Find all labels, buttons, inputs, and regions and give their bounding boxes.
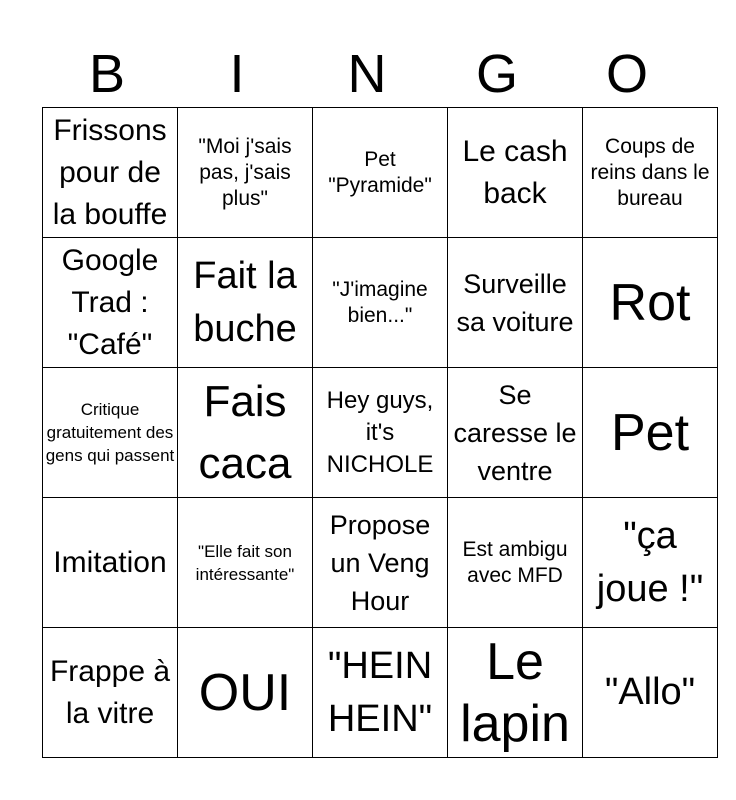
cell-text: Fait la buche xyxy=(193,254,297,350)
cell-text: Fais caca xyxy=(198,376,292,488)
bingo-cell[interactable] xyxy=(178,628,313,758)
cell-text: Hey guys, it's NICHOLE xyxy=(326,386,434,478)
bingo-row xyxy=(43,368,718,498)
bingo-cell[interactable] xyxy=(583,628,718,758)
cell-text: Le cash back xyxy=(462,134,568,210)
bingo-header xyxy=(42,42,693,106)
bingo-cell[interactable] xyxy=(448,368,583,498)
bingo-cell[interactable] xyxy=(448,238,583,368)
bingo-cell[interactable] xyxy=(583,238,718,368)
cell-text: Est ambigu avec MFD xyxy=(462,537,568,587)
header-letter-n: N xyxy=(347,44,387,104)
bingo-cell[interactable] xyxy=(448,108,583,238)
cell-text: "Elle fait son intéressante" xyxy=(195,541,295,584)
cell-text: Le lapin xyxy=(460,632,570,753)
cell-text: Pet xyxy=(610,403,690,462)
cell-text: Coups de reins dans le bureau xyxy=(590,134,710,210)
bingo-row xyxy=(43,628,718,758)
bingo-cell[interactable] xyxy=(313,108,448,238)
bingo-cell[interactable] xyxy=(583,368,718,498)
cell-text: Surveille sa voiture xyxy=(456,268,574,337)
cell-text: Se caresse le ventre xyxy=(453,379,577,486)
bingo-cell[interactable] xyxy=(178,108,313,238)
cell-text: Pet "Pyramide" xyxy=(328,147,432,197)
bingo-cell[interactable] xyxy=(43,368,178,498)
bingo-cell[interactable] xyxy=(448,498,583,628)
cell-text: Google Trad : "Café" xyxy=(61,243,159,361)
cell-text: OUI xyxy=(198,663,292,722)
cell-text: "Moi j'sais pas, j'sais plus" xyxy=(198,134,292,210)
bingo-cell[interactable] xyxy=(313,238,448,368)
bingo-cell[interactable] xyxy=(43,238,178,368)
bingo-card xyxy=(42,107,718,758)
header-letter-g: G xyxy=(475,44,518,104)
bingo-cell[interactable] xyxy=(313,368,448,498)
bingo-cell[interactable] xyxy=(178,238,313,368)
cell-text: Critique gratuitement des gens qui passent xyxy=(45,400,175,465)
cell-text: "HEIN HEIN" xyxy=(327,644,433,740)
bingo-cell[interactable] xyxy=(583,498,718,628)
cell-text: Propose un Veng Hour xyxy=(329,509,431,616)
bingo-cell[interactable] xyxy=(43,628,178,758)
bingo-cell[interactable] xyxy=(448,628,583,758)
cell-text: "ça joue !" xyxy=(596,514,704,610)
bingo-cell[interactable] xyxy=(178,498,313,628)
cell-text: "J'imagine bien..." xyxy=(332,277,428,327)
cell-text: Frissons pour de la bouffe xyxy=(52,113,168,231)
bingo-cell[interactable] xyxy=(43,498,178,628)
bingo-row xyxy=(43,108,718,238)
header-letter-i: I xyxy=(229,44,245,104)
header-letter-o: O xyxy=(605,44,648,104)
bingo-cell[interactable] xyxy=(583,108,718,238)
bingo-cell[interactable] xyxy=(313,498,448,628)
cell-text: Rot xyxy=(609,273,691,332)
header-letter-b: B xyxy=(88,44,126,104)
cell-text: Frappe à la vitre xyxy=(49,654,171,730)
bingo-cell[interactable] xyxy=(313,628,448,758)
bingo-cell[interactable] xyxy=(43,108,178,238)
bingo-cell[interactable] xyxy=(178,368,313,498)
cell-text: Imitation xyxy=(53,545,167,579)
bingo-row xyxy=(43,498,718,628)
cell-text: "Allo" xyxy=(604,671,696,713)
bingo-row xyxy=(43,238,718,368)
